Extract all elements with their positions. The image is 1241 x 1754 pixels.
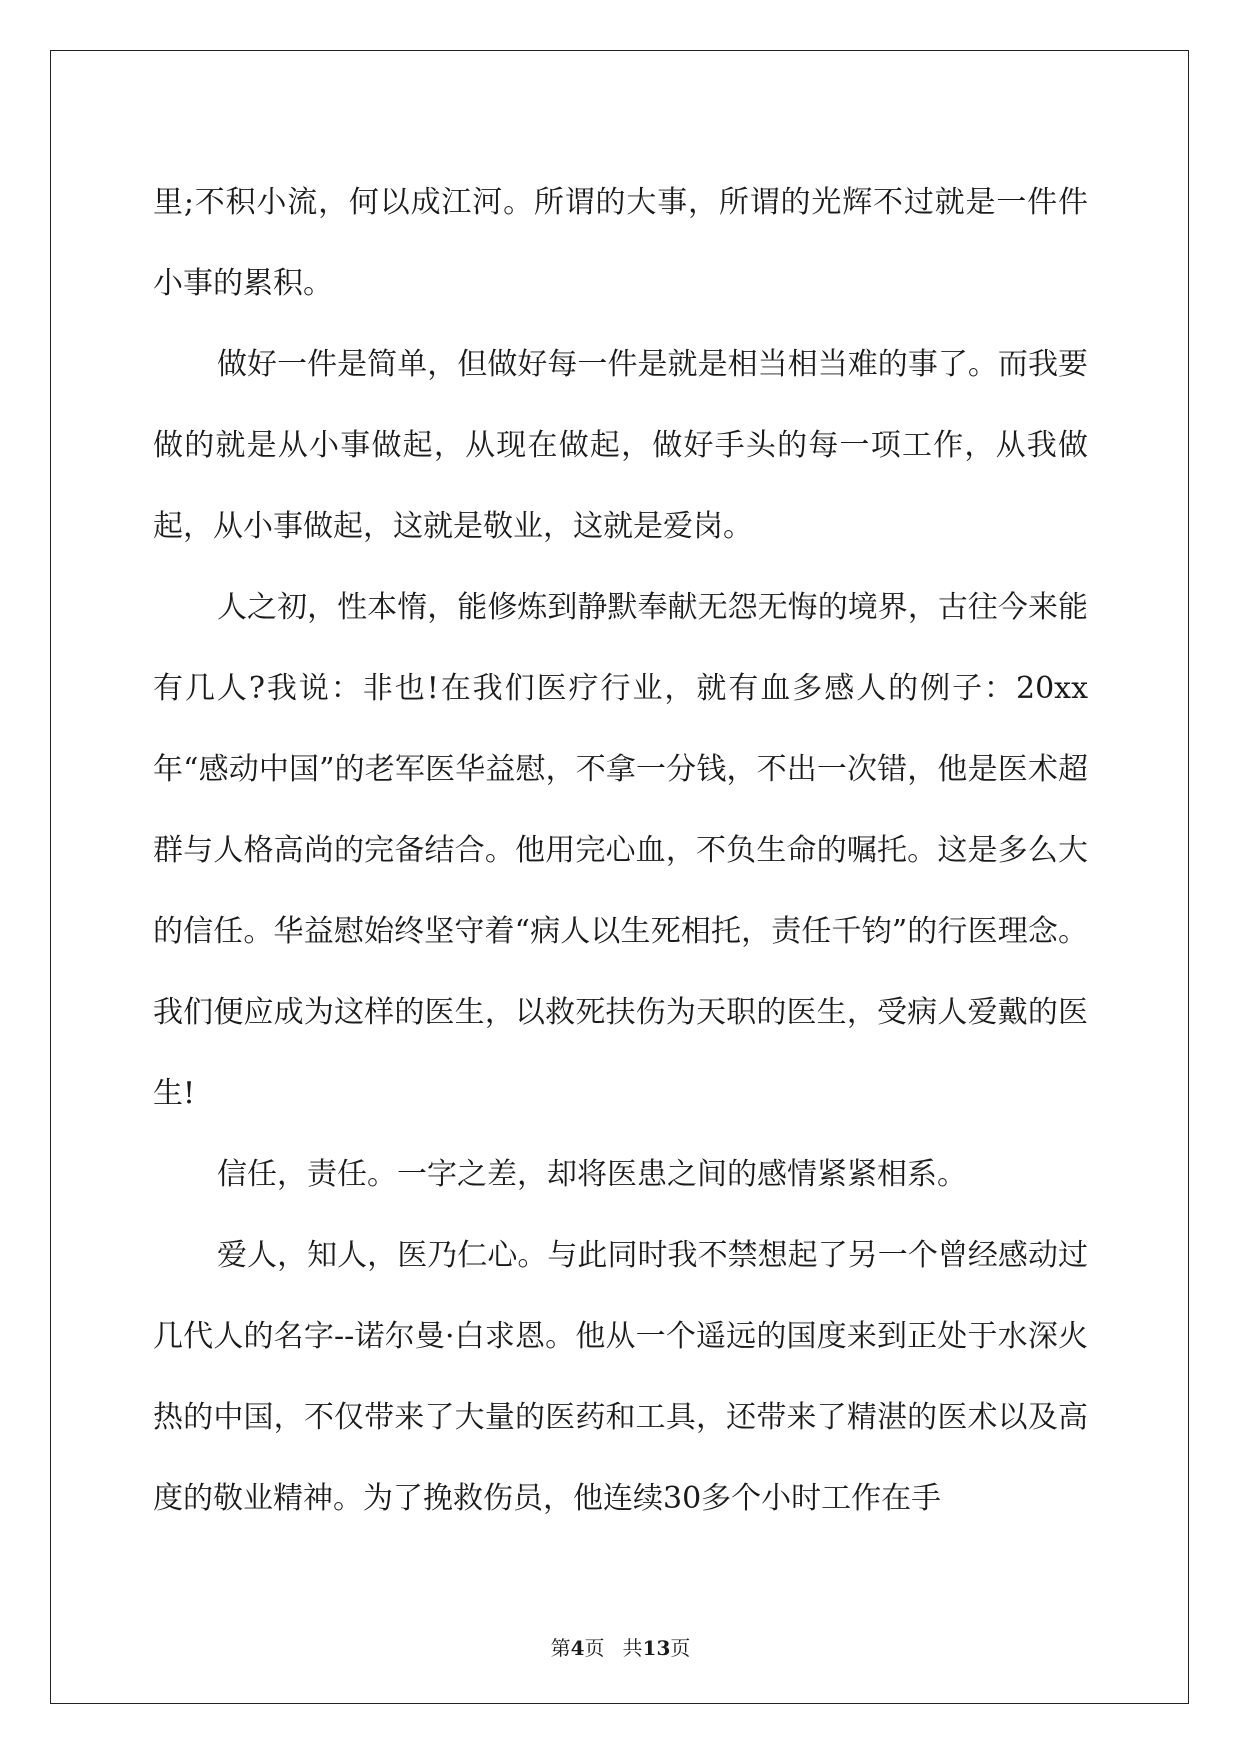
document-body [153,162,1088,1539]
total-prefix: 共 [622,1636,643,1660]
page-suffix: 页 [584,1636,605,1660]
paragraph-5: 爱人，知人，医乃仁心。与此同时我不禁想起了另一个曾经感动过几代人的名字--诺尔曼·白求恩。他从一个遥远的国度来到正处于水深火热的中国，不仅带来了大量的医药和工具，还带来了精湛的医术以及高度的敬业精神。为了挽救伤员，他连续30多个小时工作在手 [153,1238,1088,1516]
page-prefix: 第 [550,1636,571,1660]
paragraph-4: 信任，责任。一字之差，却将医患之间的感情紧紧相系。 [217,1157,967,1192]
paragraph-3: 人之初，性本惰，能修炼到静默奉献无怨无悔的境界，古往今来能有几人?我说：非也!在我们医疗行业，就有血多感人的例子：20xx年“感动中国”的老军医华益慰，不拿一分钱，不出一次错，他是医术超群与人格高尚的完备结合。他用完心血，不负生命的嘱托。这是多么大的信任。华益慰始终坚守着“病人以生死相托，责任千钧”的行医理念。我们便应成为这样的医生，以救死扶伤为天职的医生，受病人爱戴的医生! [153,590,1088,1111]
total-suffix: 页 [670,1636,691,1660]
paragraph-1: 里;不积小流，何以成江河。所谓的大事，所谓的光辉不过就是一件件小事的累积。 [153,185,1088,301]
total-pages: 13 [642,1636,671,1660]
page-footer [0,1632,1241,1661]
paragraph-2: 做好一件是简单，但做好每一件是就是相当相当难的事了。而我要做的就是从小事做起，从现在做起，做好手头的每一项工作，从我做起，从小事做起，这就是敬业，这就是爱岗。 [153,347,1088,544]
page-number: 4 [570,1636,585,1660]
